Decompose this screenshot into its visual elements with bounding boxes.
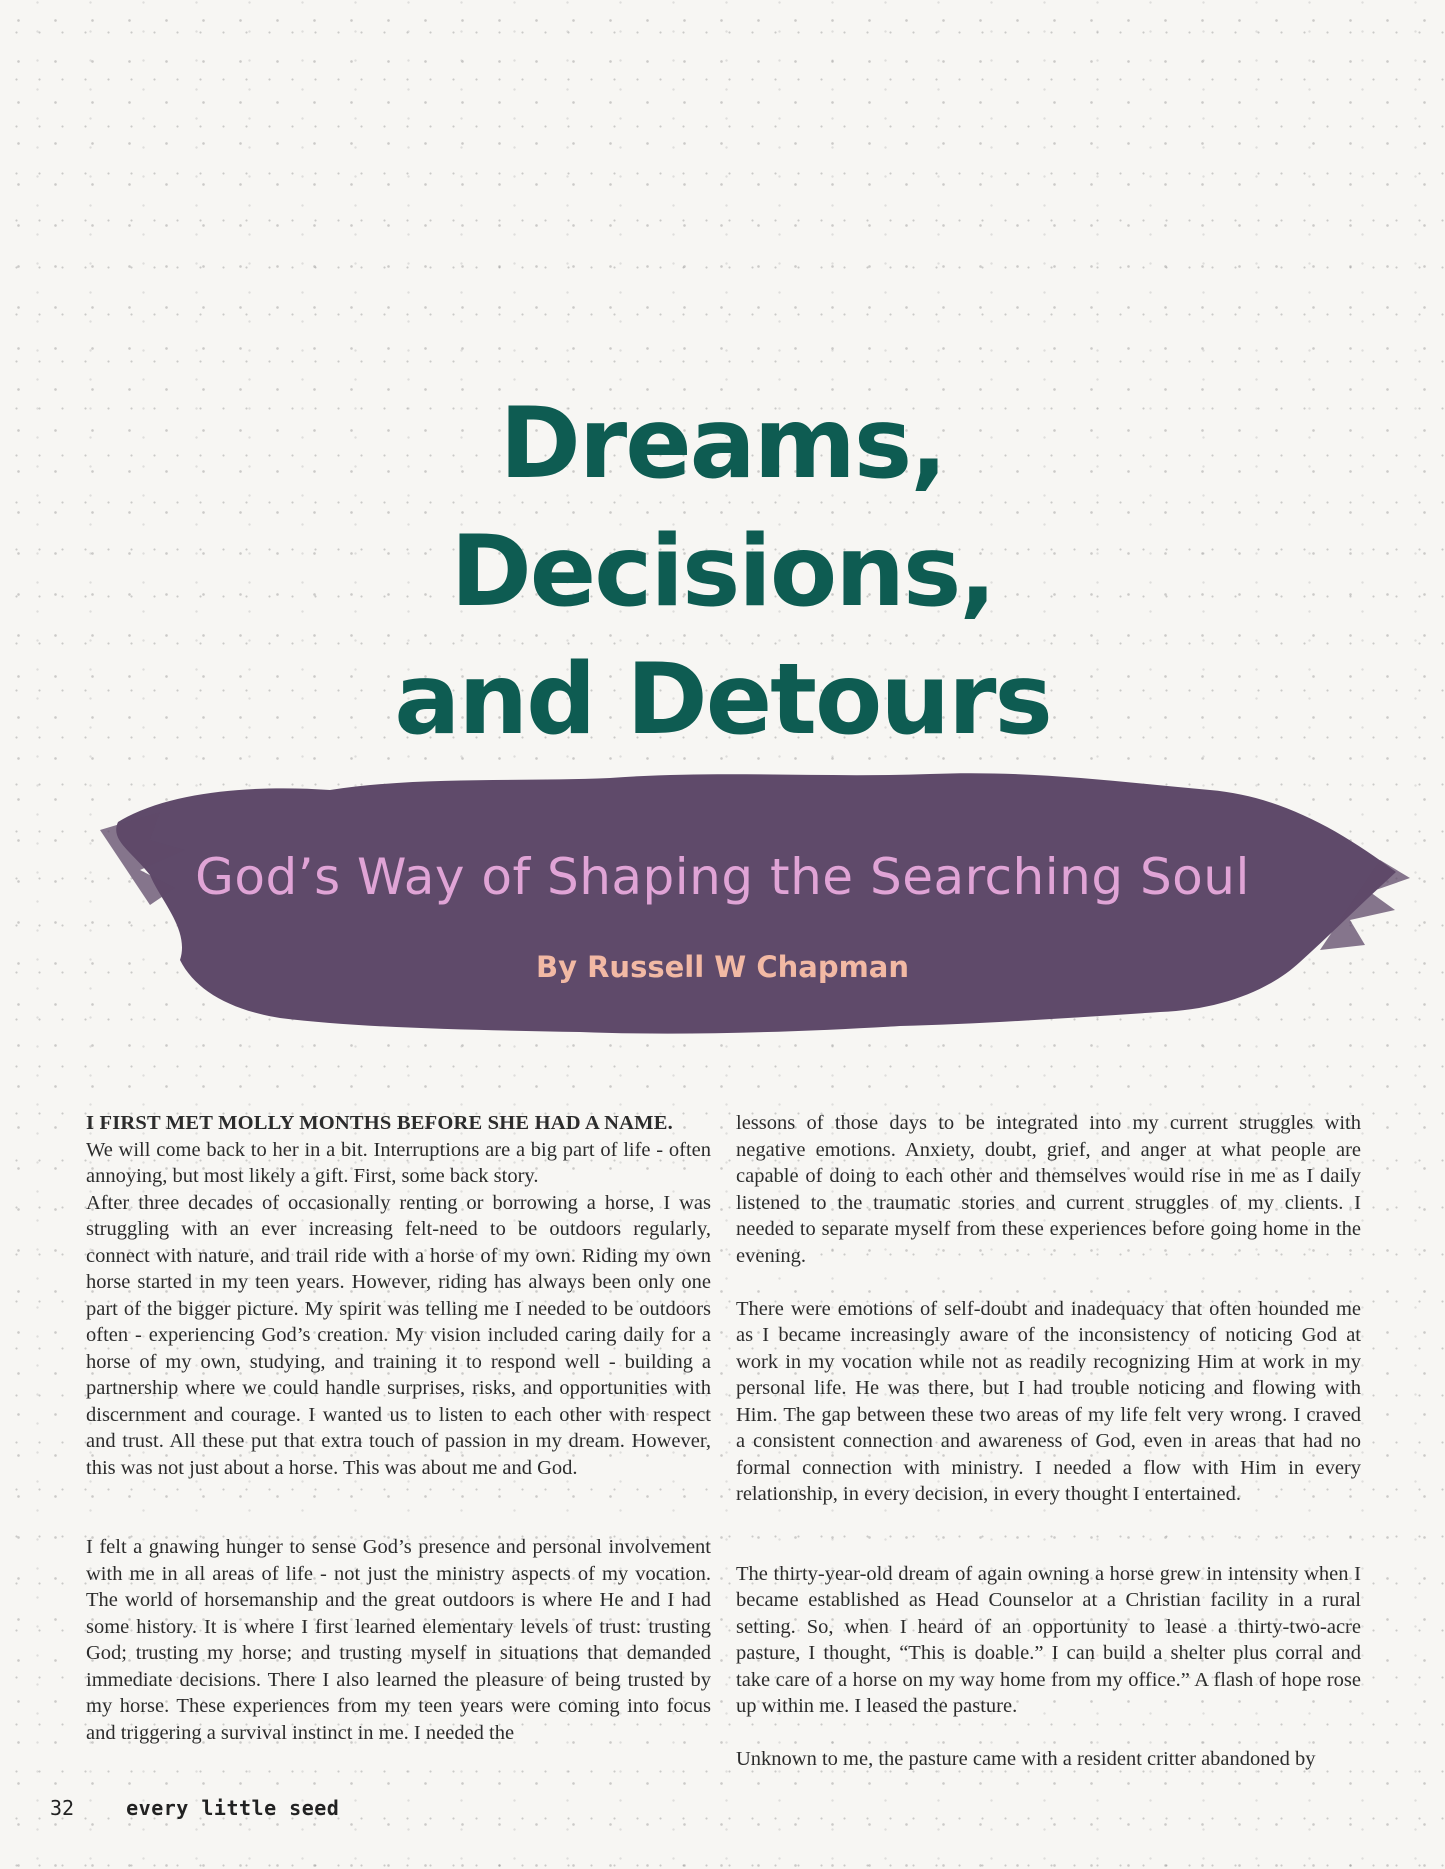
title-line-3: and Detours: [394, 643, 1051, 757]
page-footer: [50, 1796, 339, 1820]
paragraph: After three decades of occasionally renting or borrowing a horse, I was struggling with an ever increasing felt-need to be outdoors regularly, connect with nature, and trail ride with a horse of my own. Riding my own horse started in my teen years. However, riding has always been only one part of the bigger picture. My spirit was telling me I needed to be outdoors often - experiencing God’s creation. My vision included caring daily for a horse of my own, studying, and training it to respond well - building a partnership where we could handle surprises, risks, and opportunities with discernment and courage. I wanted us to listen to each other with respect and trust. All these put that extra touch of passion in my dream. However, this was not just about a horse. This was about me and God.: [86, 1191, 711, 1479]
page-number: 32: [50, 1796, 75, 1820]
article-title: [0, 380, 1445, 764]
paragraph: The thirty-year-old dream of again owning a horse grew in intensity when I became established as Head Counselor at a Christian facility in a rural setting. So, when I heard of an opportunity to lease a thirty-two-acre pasture, I thought, “This is doable.” I can build a shelter plus corral and take care of a horse on my way home from my office.” A flash of hope rose up within me. I leased the pasture.: [736, 1562, 1361, 1717]
right-column: [736, 1110, 1361, 1773]
article-byline: By Russell W Chapman: [535, 950, 910, 984]
paragraph: I felt a gnawing hunger to sense God’s presence and personal involvement with me in all areas of life - not just the ministry aspects of my vocation. The world of horsemanship and the great outdoors is where He and I had some history. It is where I first learned elementary levels of trust: trusting God; trusting my horse; and trusting myself in situations that demanded immediate decisions. There I also learned the pleasure of being trusted by my horse. These experiences from my teen years were coming into focus and triggering a survival instinct in me. I needed the: [86, 1536, 711, 1744]
lead-in-caps: I FIRST MET MOLLY MONTHS BEFORE SHE HAD A NAME.: [86, 1112, 673, 1134]
paragraph: Unknown to me, the pasture came with a resident critter abandoned by: [736, 1748, 1316, 1770]
title-line-1: Dreams,: [499, 387, 946, 501]
lead-in: [86, 1110, 711, 1137]
publication-name: every little seed: [126, 1796, 340, 1820]
paragraph: lessons of those days to be integrated into my current struggles with negative emotions. Anxiety, doubt, grief, and anger at what people are capable of doing to each other and themselves would rise in me as I daily listened to the traumatic stories and current struggles of my clients. I needed to separate myself from these experiences before going home in the evening.: [736, 1112, 1361, 1267]
paragraph: We will come back to her in a bit. Interruptions are a big part of life - often annoying, but most likely a gift. First, some back story.: [86, 1138, 711, 1187]
left-column: [86, 1110, 711, 1746]
paragraph: There were emotions of self-doubt and inadequacy that often hounded me as I became increasingly aware of the inconsistency of noticing God at work in my vocation while not as readily recognizing Him at work in my personal life. He was there, but I had trouble noticing and flowing with Him. The gap between these two areas of my life felt very wrong. I craved a consistent connection and awareness of God, even in areas that had no formal connection with ministry. I needed a flow with Him in every relationship, in every decision, in every thought I entertained.: [736, 1297, 1361, 1505]
title-line-2: Decisions,: [450, 515, 995, 629]
article-subtitle: God’s Way of Shaping the Searching Soul: [195, 848, 1250, 906]
